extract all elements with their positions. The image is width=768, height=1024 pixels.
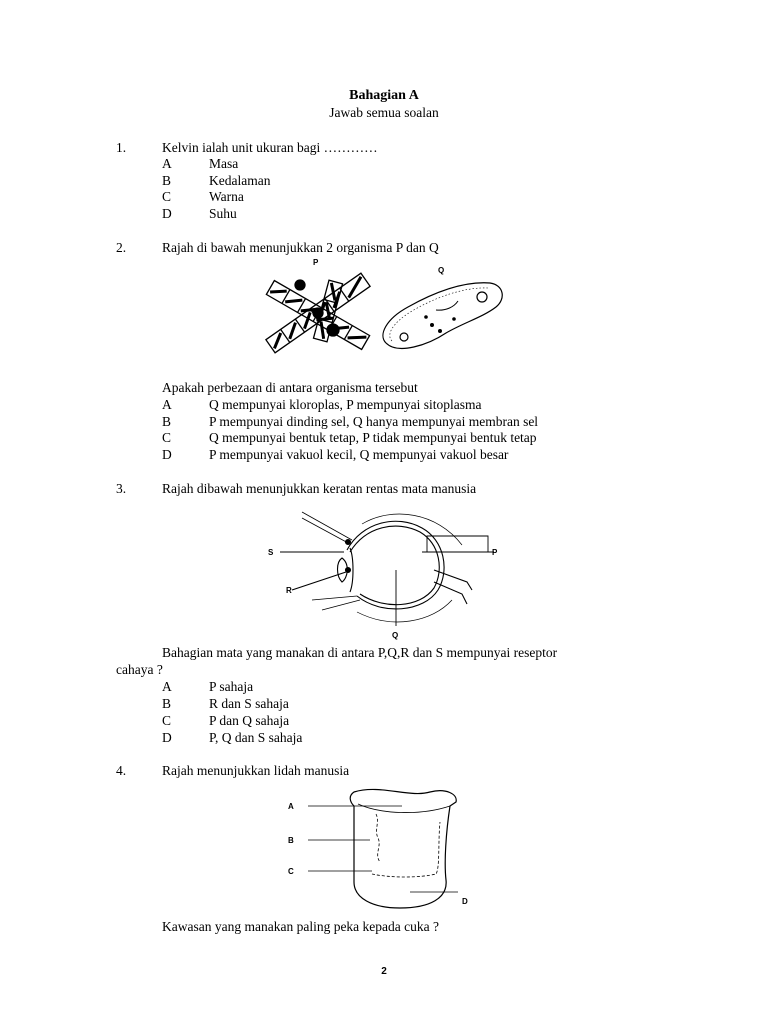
eye-figure bbox=[262, 500, 512, 642]
option-letter: A bbox=[162, 156, 172, 171]
organism-p-drawing bbox=[266, 273, 370, 353]
figure-label-a: A bbox=[288, 802, 294, 811]
question-stem: Rajah dibawah menunjukkan keratan rentas mata manusia bbox=[162, 481, 477, 496]
option-letter: D bbox=[162, 447, 172, 462]
question-stem: Rajah menunjukkan lidah manusia bbox=[162, 763, 350, 778]
option-letter: C bbox=[162, 713, 172, 728]
section-title: Bahagian A bbox=[349, 88, 419, 103]
question-number: 3. bbox=[116, 481, 127, 496]
question-stem: Kelvin ialah unit ukuran bagi ………… bbox=[162, 140, 378, 155]
figure-label-p: P bbox=[492, 548, 498, 557]
option-text: Q mempunyai kloroplas, P mempunyai sitoplasma bbox=[209, 397, 482, 412]
organisms-diagram bbox=[258, 255, 508, 367]
option-letter: A bbox=[162, 679, 172, 694]
tongue-figure bbox=[280, 782, 480, 914]
option-letter: D bbox=[162, 730, 172, 745]
option-text: P sahaja bbox=[209, 679, 254, 694]
option-text: P dan Q sahaja bbox=[209, 713, 290, 728]
question-stem: Rajah di bawah menunjukkan 2 organisma P dan Q bbox=[162, 240, 439, 255]
question-number: 4. bbox=[116, 763, 127, 778]
option-letter: B bbox=[162, 173, 172, 188]
option-text: Warna bbox=[209, 189, 244, 204]
option-text: P mempunyai dinding sel, Q hanya mempunyai membran sel bbox=[209, 414, 539, 429]
option-letter: A bbox=[162, 397, 172, 412]
question-number: 2. bbox=[116, 240, 127, 255]
section-instruction: Jawab semua soalan bbox=[329, 105, 439, 120]
option-text: Masa bbox=[209, 156, 239, 171]
question-number: 1. bbox=[116, 140, 127, 155]
option-text: Kedalaman bbox=[209, 173, 271, 188]
question-text: Apakah perbezaan di antara organisma tersebut bbox=[162, 380, 418, 395]
organisms-figure bbox=[258, 255, 508, 367]
figure-label-p: P bbox=[313, 258, 319, 267]
question-text-line-2: cahaya ? bbox=[116, 662, 163, 677]
option-text: P mempunyai vakuol kecil, Q mempunyai vakuol besar bbox=[209, 447, 509, 462]
option-text: Suhu bbox=[209, 206, 237, 221]
option-letter: B bbox=[162, 414, 172, 429]
question-text-line-1: Bahagian mata yang manakan di antara P,Q,R dan S mempunyai reseptor bbox=[162, 645, 558, 660]
figure-label-q: Q bbox=[438, 266, 445, 275]
tongue-diagram bbox=[280, 782, 480, 914]
figure-label-c: C bbox=[288, 867, 294, 876]
eye-cross-section-drawing bbox=[280, 512, 494, 626]
figure-label-b: B bbox=[288, 836, 294, 845]
figure-label-s: S bbox=[268, 548, 274, 557]
option-letter: C bbox=[162, 430, 172, 445]
eye-diagram bbox=[262, 500, 512, 642]
option-text: Q mempunyai bentuk tetap, P tidak mempunyai bentuk tetap bbox=[209, 430, 537, 445]
option-letter: D bbox=[162, 206, 172, 221]
option-text: P, Q dan S sahaja bbox=[209, 730, 303, 745]
page-number: 2 bbox=[381, 966, 387, 977]
option-letter: B bbox=[162, 696, 172, 711]
tongue-outline-drawing bbox=[308, 789, 458, 908]
figure-label-d: D bbox=[462, 897, 468, 906]
figure-label-q: Q bbox=[392, 631, 399, 640]
option-text: R dan S sahaja bbox=[209, 696, 289, 711]
organism-q-drawing bbox=[383, 283, 502, 349]
question-text: Kawasan yang manakan paling peka kepada cuka ? bbox=[162, 919, 440, 934]
figure-label-r: R bbox=[286, 586, 292, 595]
option-letter: C bbox=[162, 189, 172, 204]
